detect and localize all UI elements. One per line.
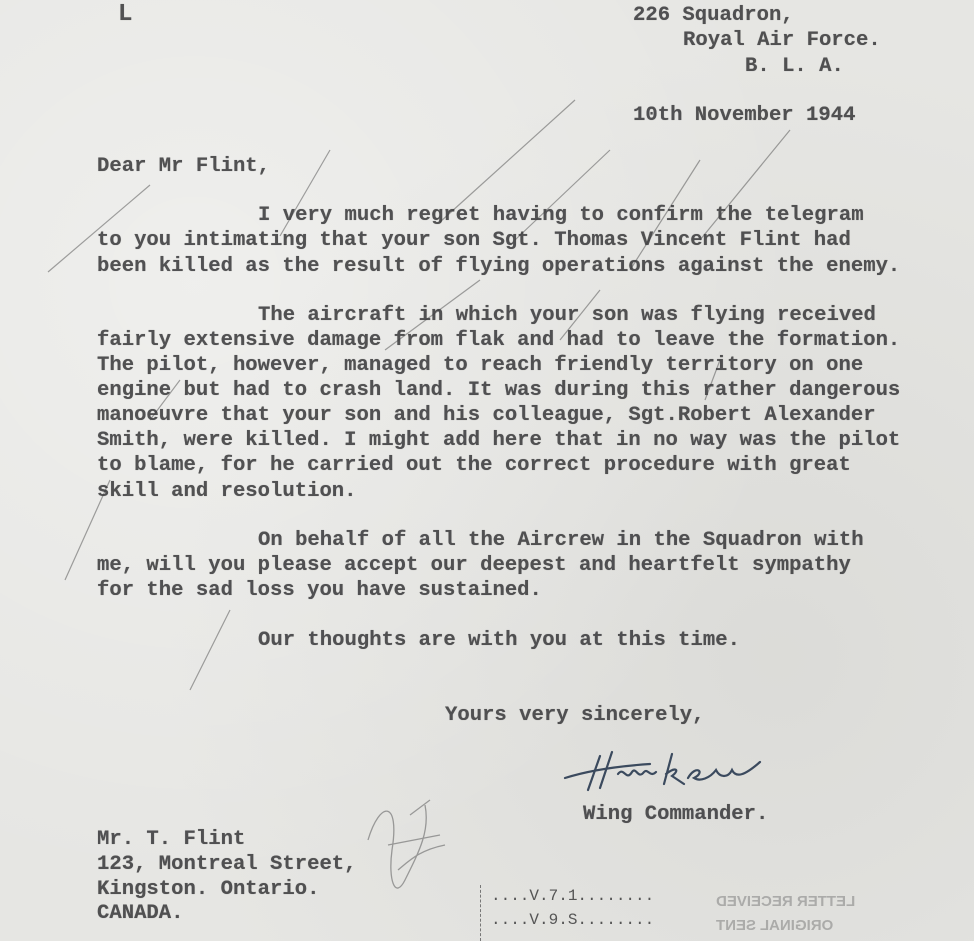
address-line: Mr. T. Flint <box>97 828 246 851</box>
body-line: to you intimating that your son Sgt. Thomas Vincent Flint had <box>97 229 851 252</box>
body-line: to blame, for he carried out the correct procedure with great <box>97 454 851 477</box>
unit-name: 226 Squadron, <box>633 4 794 27</box>
stamp-entry: ....V.7.1........ <box>491 887 655 905</box>
stamp-text: LETTER RECEIVED <box>716 893 856 910</box>
stamp-entry: ....V.9.S........ <box>491 911 655 929</box>
body-line: On behalf of all the Aircrew in the Squadron with <box>258 529 864 552</box>
body-line: skill and resolution. <box>97 480 357 503</box>
body-line: Smith, were killed. I might add here that in no way was the pilot <box>97 429 901 452</box>
handwritten-initials <box>368 805 445 888</box>
closing: Yours very sincerely, <box>445 704 705 727</box>
signature <box>560 748 780 798</box>
body-line: fairly extensive damage from flak and had to leave the formation. <box>97 329 901 352</box>
address-line: Kingston. Ontario. <box>97 878 320 901</box>
body-line: The pilot, however, managed to reach friendly territory on one <box>97 354 864 377</box>
corner-mark: L <box>118 1 133 28</box>
location: B. L. A. <box>745 55 844 78</box>
received-stamp <box>480 885 901 941</box>
body-line: I very much regret having to confirm the telegram <box>258 204 864 227</box>
body-line: The aircraft in which your son was flying received <box>258 304 876 327</box>
body-line: me, will you please accept our deepest and heartfelt sympathy <box>97 554 851 577</box>
address-line: 123, Montreal Street, <box>97 853 357 876</box>
paragraph-4: Our thoughts are with you at this time. <box>258 629 740 652</box>
body-line: manoeuvre that your son and his colleague, Sgt.Robert Alexander <box>97 404 876 427</box>
service-name: Royal Air Force. <box>683 29 881 52</box>
body-line: engine but had to crash land. It was during this rather dangerous <box>97 379 901 402</box>
body-line: been killed as the result of flying operations against the enemy. <box>97 255 901 278</box>
address-line: CANADA. <box>97 902 184 925</box>
body-line: for the sad loss you have sustained. <box>97 579 542 602</box>
signer-title: Wing Commander. <box>583 803 769 826</box>
stamp-text: ORIGINAL SENT <box>716 917 834 934</box>
salutation: Dear Mr Flint, <box>97 155 271 178</box>
letter-date: 10th November 1944 <box>633 104 856 127</box>
